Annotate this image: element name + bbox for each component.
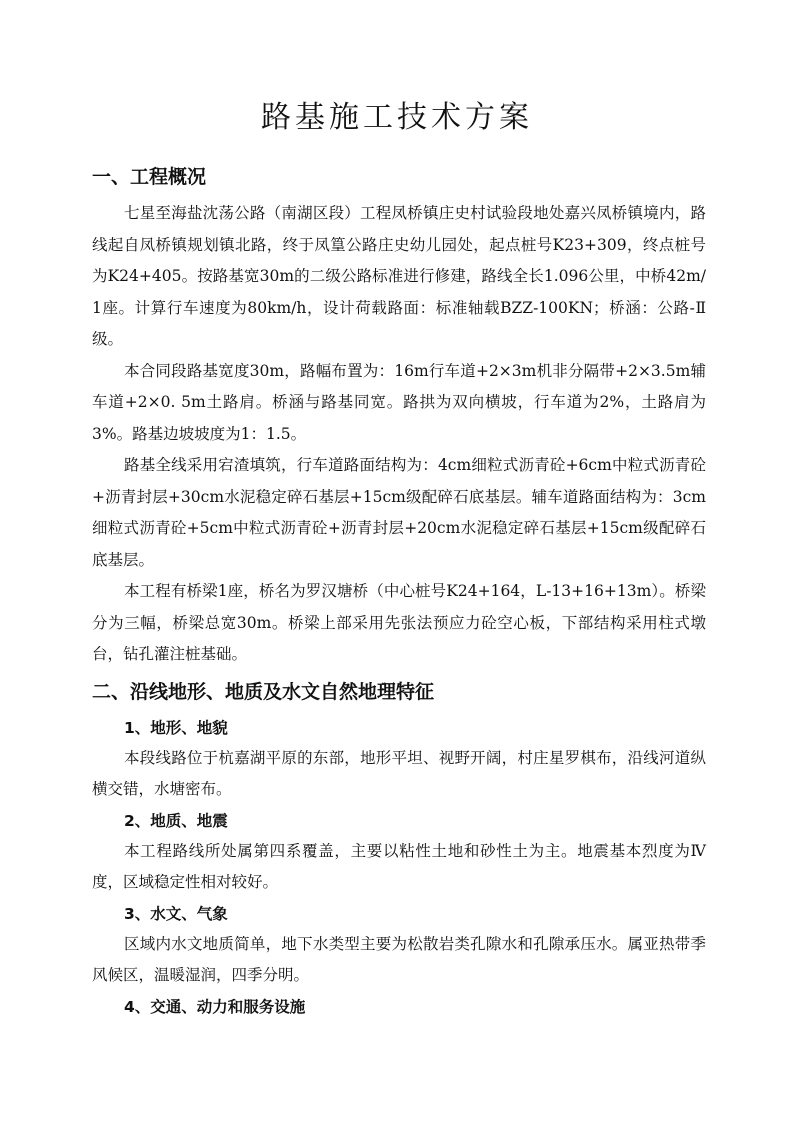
- document-title: 路基施工技术方案: [261, 100, 533, 135]
- section-heading-overview: 一、工程概况: [92, 166, 207, 188]
- subsection-heading-hydrology: 3、水文、气象: [124, 904, 228, 923]
- paragraph: 区域内水文地质简单，地下水类型主要为松散岩类孔隙水和孔隙承压水。属亚热带季风候区，温暖湿润，四季分明。: [92, 934, 706, 984]
- subsection-heading-transport: 4、交通、动力和服务设施: [124, 997, 306, 1016]
- paragraph: 本工程路线所处属第四系覆盖，主要以粘性土地和砂性土为主。地震基本烈度为Ⅳ度，区域稳定性相对较好。: [92, 841, 706, 891]
- subsection-heading-geology: 2、地质、地震: [124, 811, 228, 830]
- paragraph: 七星至海盐沈荡公路（南湖区段）工程凤桥镇庄史村试验段地处嘉兴凤桥镇境内，路线起自凤桥镇规划镇北路，终于凤篁公路庄史幼儿园处，起点桩号K23+309，终点桩号为K24+405。按路基宽30m的二级公路标准进行修建，路线全长1.096公里，中桥42m/1座。计算行车速度为80km/h，设计荷载路面：标准轴载BZZ-100KN；桥涵：公路-Ⅱ级。: [92, 204, 706, 348]
- section-heading-geography: 二、沿线地形、地质及水文自然地理特征: [92, 680, 435, 703]
- paragraph: 本段线路位于杭嘉湖平原的东部，地形平坦、视野开阔，村庄星罗棋布，沿线河道纵横交错，水塘密布。: [92, 748, 706, 798]
- subsection-heading-terrain: 1、地形、地貌: [124, 718, 228, 737]
- document-body: [92, 160, 706, 1022]
- paragraph: 路基全线采用宕渣填筑，行车道路面结构为：4cm细粒式沥青砼+6cm中粒式沥青砼+沥青封层+30cm水泥稳定碎石基层+15cm级配碎石底基层。辅车道路面结构为：3cm细粒式沥青砼+5cm中粒式沥青砼+沥青封层+20cm水泥稳定碎石基层+15cm级配碎石底基层。: [92, 456, 706, 569]
- paragraph: 本合同段路基宽度30m，路幅布置为：16m行车道+2×3m机非分隔带+2×3.5m辅车道+2×0. 5m土路肩。桥涵与路基同宽。路拱为双向横坡，行车道为2%，土路肩为3%。路基边坡坡度为1：1.5。: [92, 361, 706, 443]
- paragraph: 本工程有桥梁1座，桥名为罗汉塘桥（中心桩号K24+164，L-13+16+13m）。桥梁分为三幅，桥梁总宽30m。桥梁上部采用先张法预应力砼空心板，下部结构采用柱式墩台，钻孔灌注桩基础。: [92, 582, 706, 663]
